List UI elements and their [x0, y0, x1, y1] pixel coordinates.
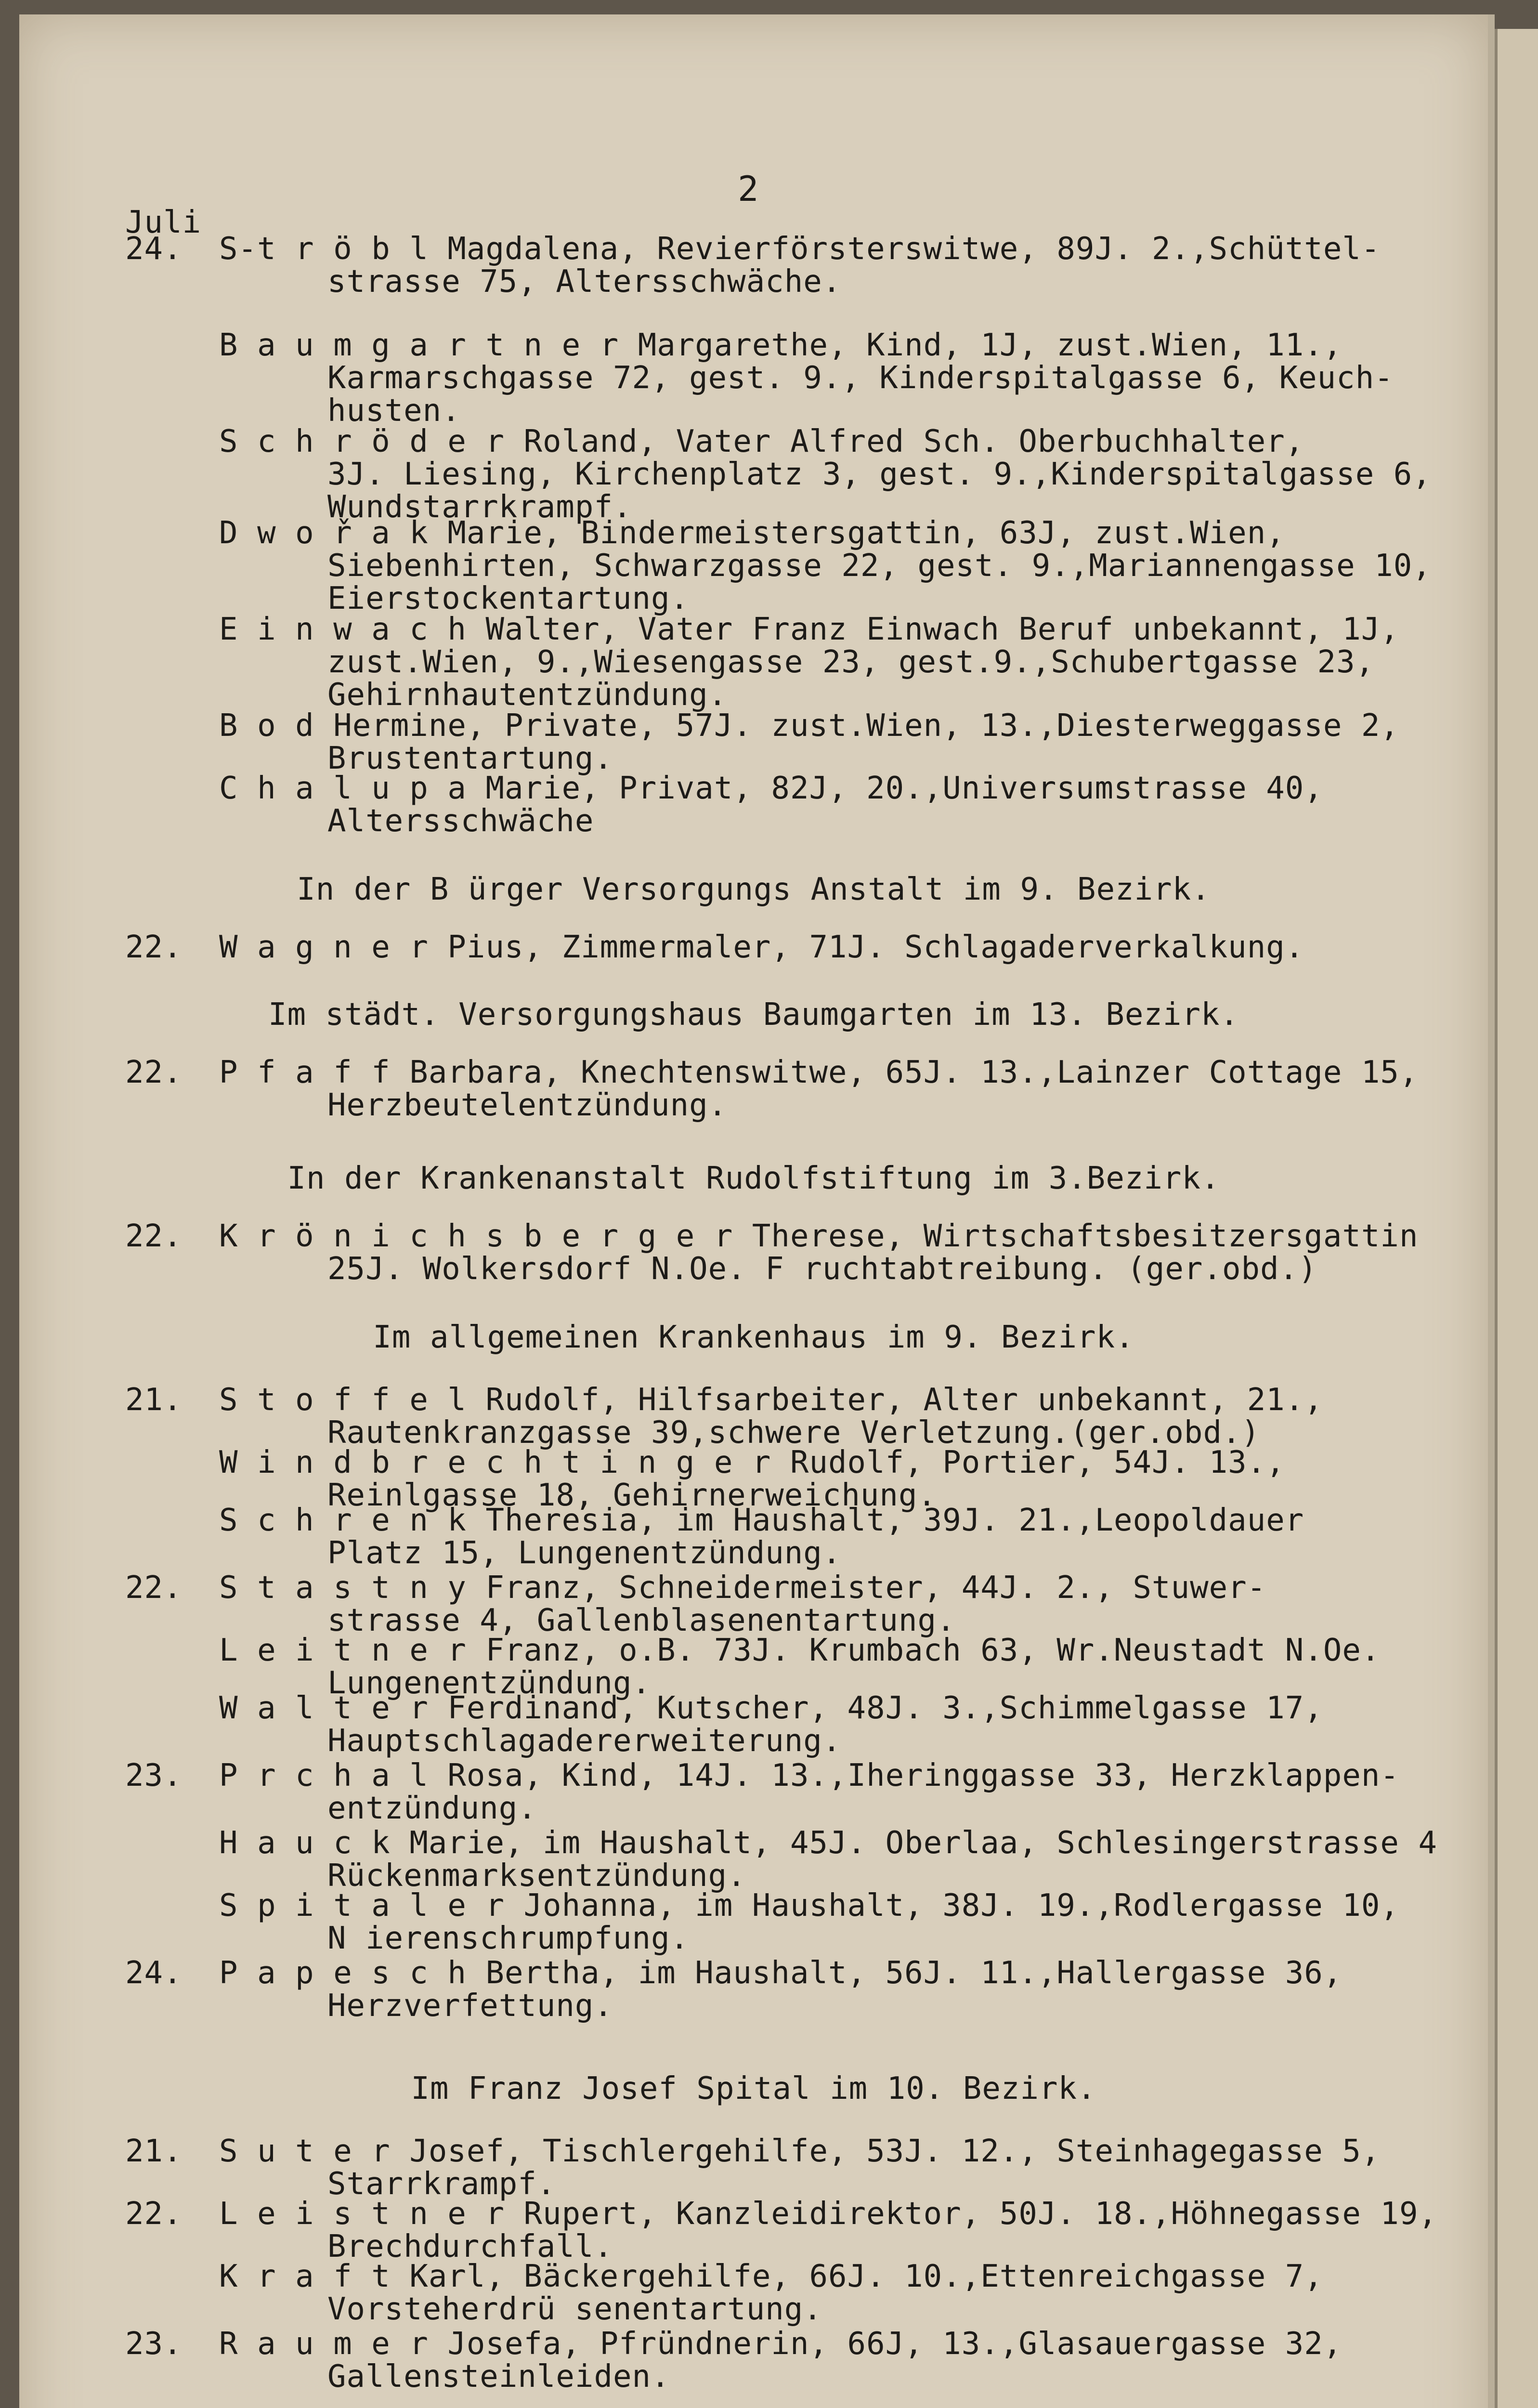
entry-details: Hermine, Private, 57J. zust.Wien, 13.,Diesterweggasse 2, [333, 708, 1399, 744]
entry-continuation-line: Siebenhirten, Schwarzgasse 22, gest. 9.,Mariannengasse 10, [327, 548, 1432, 584]
entry-details: Josef, Tischlergehilfe, 53J. 12., Steinhagegasse 5, [409, 2133, 1381, 2169]
entry-first-line [219, 1955, 1342, 1991]
entry-first-line [219, 2133, 1380, 2169]
entry-continuation-line: 3J. Liesing, Kirchenplatz 3, gest. 9.,Kinderspitalgasse 6, [327, 457, 1432, 492]
entry-date: 22. [125, 1218, 182, 1254]
entry-surname: B a u m g a r t n e r [219, 327, 619, 363]
entry-date: 24. [125, 1955, 182, 1991]
entry-details: Marie, Privat, 82J, 20.,Universumstrasse 40, [485, 771, 1323, 806]
entry-first-line [219, 771, 1323, 806]
entry-first-line [219, 515, 1285, 551]
entry-details: Roland, Vater Alfred Sch. Oberbuchhalter, [523, 424, 1304, 459]
entry-details: Marie, Bindermeistersgattin, 63J, zust.Wien, [447, 515, 1285, 551]
entry-surname: P f a f f [219, 1055, 391, 1090]
entry-first-line [219, 1758, 1399, 1793]
entry-surname: S-t r ö b l [219, 231, 429, 267]
entry-details: Rudolf, Hilfsarbeiter, Alter unbekannt, 21., [485, 1382, 1323, 1418]
entry-details: Franz, o.B. 73J. Krumbach 63, Wr.Neustadt N.Oe. [485, 1633, 1381, 1668]
entry-continuation-line: Lungenentzündung. [327, 1665, 652, 1701]
entry-continuation-line: Karmarschgasse 72, gest. 9., Kinderspitalgasse 6, Keuch- [327, 360, 1394, 396]
entry-first-line [219, 2196, 1437, 2232]
entry-surname: W a l t e r [219, 1690, 429, 1726]
entry-first-line [219, 1218, 1418, 1254]
entry-first-line [219, 1503, 1304, 1538]
page-content [19, 14, 1488, 2408]
entry-continuation-line: Herzverfettung. [327, 1988, 613, 2024]
entry-first-line [219, 1382, 1323, 1418]
entry-surname: P a p e s c h [219, 1955, 467, 1991]
entry-first-line [219, 1690, 1323, 1726]
entry-first-line [219, 708, 1399, 744]
entry-details: Rosa, Kind, 14J. 13.,Iheringgasse 33, Herzklappen- [447, 1758, 1399, 1793]
entry-surname: S u t e r [219, 2133, 391, 2169]
entry-surname: W i n d b r e c h t i n g e r [219, 1445, 771, 1480]
entry-continuation-line: 25J. Wolkersdorf N.Oe. F ruchtabtreibung. (ger.obd.) [327, 1251, 1317, 1287]
section-heading: Im städt. Versorgungshaus Baumgarten im 13. Bezirk. [268, 997, 1239, 1033]
entry-continuation-line: Reinlgasse 18, Gehirnerweichung. [327, 1478, 937, 1513]
entry-continuation-line: Brechdurchfall. [327, 2229, 613, 2264]
entry-details: Rupert, Kanzleidirektor, 50J. 18.,Höhnegasse 19, [523, 2196, 1437, 2232]
entry-continuation-line: Wundstarrkrampf. [327, 489, 632, 525]
entry-surname: S t o f f e l [219, 1382, 467, 1418]
entry-details: Karl, Bäckergehilfe, 66J. 10.,Ettenreichgasse 7, [409, 2259, 1323, 2294]
entry-details: Margarethe, Kind, 1J, zust.Wien, 11., [638, 327, 1342, 363]
entry-date: 22. [125, 1055, 182, 1090]
entry-surname: P r c h a l [219, 1758, 429, 1793]
entry-date: 24. [125, 231, 182, 267]
entry-first-line [219, 929, 1304, 965]
entry-date: 23. [125, 1758, 182, 1793]
entry-surname: H a u c k [219, 1825, 391, 1861]
entry-date: 22. [125, 1570, 182, 1606]
section-heading: In der Krankenanstalt Rudolfstiftung im 3.Bezirk. [287, 1161, 1220, 1196]
entry-surname: E i n w a c h [219, 612, 467, 647]
entry-details: Ferdinand, Kutscher, 48J. 3.,Schimmelgasse 17, [447, 1690, 1323, 1726]
entry-first-line [219, 612, 1399, 647]
section-heading: Im allgemeinen Krankenhaus im 9. Bezirk. [373, 1320, 1134, 1355]
entry-surname: S c h r ö d e r [219, 424, 505, 459]
entry-first-line [219, 1888, 1399, 1924]
entry-details: Rudolf, Portier, 54J. 13., [790, 1445, 1285, 1480]
entry-continuation-line: N ierenschrumpfung. [327, 1921, 690, 1956]
entry-surname: S c h r e n k [219, 1503, 467, 1538]
page-number: 2 [738, 169, 759, 209]
entry-first-line [219, 1570, 1266, 1606]
entry-details: Theresia, im Haushalt, 39J. 21.,Leopoldauer [485, 1503, 1304, 1538]
entry-continuation-line: Starrkrampf. [327, 2166, 556, 2202]
entry-surname: L e i t n e r [219, 1633, 467, 1668]
entry-details: Pius, Zimmermaler, 71J. Schlagaderverkalkung. [447, 929, 1304, 965]
entry-surname: D w o ř a k [219, 515, 429, 551]
entry-continuation-line: strasse 4, Gallenblasenentartung. [327, 1603, 956, 1638]
entry-first-line [219, 1445, 1285, 1480]
section-heading: Im Franz Josef Spital im 10. Bezirk. [411, 2071, 1096, 2107]
entry-first-line [219, 1633, 1380, 1668]
document-page [19, 14, 1495, 2408]
entry-surname: K r ö n i c h s b e r g e r [219, 1218, 733, 1254]
entry-first-line [219, 2326, 1342, 2362]
entry-details: Marie, im Haushalt, 45J. Oberlaa, Schlesingerstrasse 4 [409, 1825, 1437, 1861]
entry-continuation-line: Eierstockentartung. [327, 581, 690, 616]
entry-continuation-line: Rückenmarksentzündung. [327, 1858, 746, 1894]
entry-details: Walter, Vater Franz Einwach Beruf unbekannt, 1J, [485, 612, 1399, 647]
entry-first-line [219, 2259, 1323, 2294]
entry-continuation-line: Gehirnhautentzündung. [327, 677, 728, 713]
entry-surname: W a g n e r [219, 929, 429, 965]
adjacent-page-edge [1495, 29, 1538, 2408]
entry-surname: L e i s t n e r [219, 2196, 505, 2232]
section-heading: In der B ürger Versorgungs Anstalt im 9. Bezirk. [297, 872, 1211, 907]
entry-details: Johanna, im Haushalt, 38J. 19.,Rodlergasse 10, [523, 1888, 1399, 1924]
entry-details: Therese, Wirtschaftsbesitzersgattin [752, 1218, 1419, 1254]
entry-continuation-line: strasse 75, Altersschwäche. [327, 264, 842, 300]
entry-details: Barbara, Knechtenswitwe, 65J. 13.,Lainzer Cottage 15, [409, 1055, 1419, 1090]
entry-continuation-line: Gallensteinleiden. [327, 2359, 670, 2395]
entry-date: 22. [125, 929, 182, 965]
entry-continuation-line: Rautenkranzgasse 39,schwere Verletzung.(ger.obd.) [327, 1415, 1261, 1451]
entry-date: 21. [125, 1382, 182, 1418]
entry-first-line [219, 1055, 1418, 1090]
entry-date: 22. [125, 2196, 182, 2232]
entry-surname: B o d [219, 708, 314, 744]
entry-surname: K r a f t [219, 2259, 391, 2294]
entry-details: Franz, Schneidermeister, 44J. 2., Stuwer- [485, 1570, 1266, 1606]
entry-first-line [219, 1825, 1437, 1861]
entry-surname: R a u m e r [219, 2326, 429, 2362]
entry-continuation-line: Hauptschlagadererweiterung. [327, 1723, 842, 1759]
entry-surname: S p i t a l e r [219, 1888, 505, 1924]
entry-continuation-line: zust.Wien, 9.,Wiesengasse 23, gest.9.,Schubertgasse 23, [327, 644, 1375, 680]
entry-continuation-line: Platz 15, Lungenentzündung. [327, 1535, 842, 1571]
month-label: Juli [125, 205, 202, 240]
entry-continuation-line: Herzbeutelentzündung. [327, 1087, 728, 1123]
entry-details: Josefa, Pfründnerin, 66J, 13.,Glasauergasse 32, [447, 2326, 1342, 2362]
entry-continuation-line: Brustentartung. [327, 741, 613, 776]
entry-details: Magdalena, Revierförsterswitwe, 89J. 2.,Schüttel- [447, 231, 1381, 267]
entry-continuation-line: Vorsteherdrü senentartung. [327, 2291, 822, 2327]
entry-surname: C h a l u p a [219, 771, 467, 806]
entry-continuation-line: entzündung. [327, 1791, 537, 1826]
entry-first-line [219, 424, 1304, 459]
entry-surname: S t a s t n y [219, 1570, 467, 1606]
entry-details: Bertha, im Haushalt, 56J. 11.,Hallergasse 36, [485, 1955, 1342, 1991]
entry-date: 23. [125, 2326, 182, 2362]
entry-continuation-line: Altersschwäche [327, 803, 594, 839]
entry-first-line [219, 327, 1342, 363]
entry-continuation-line: husten. [327, 393, 461, 429]
entry-first-line [219, 231, 1380, 267]
entry-date: 21. [125, 2133, 182, 2169]
